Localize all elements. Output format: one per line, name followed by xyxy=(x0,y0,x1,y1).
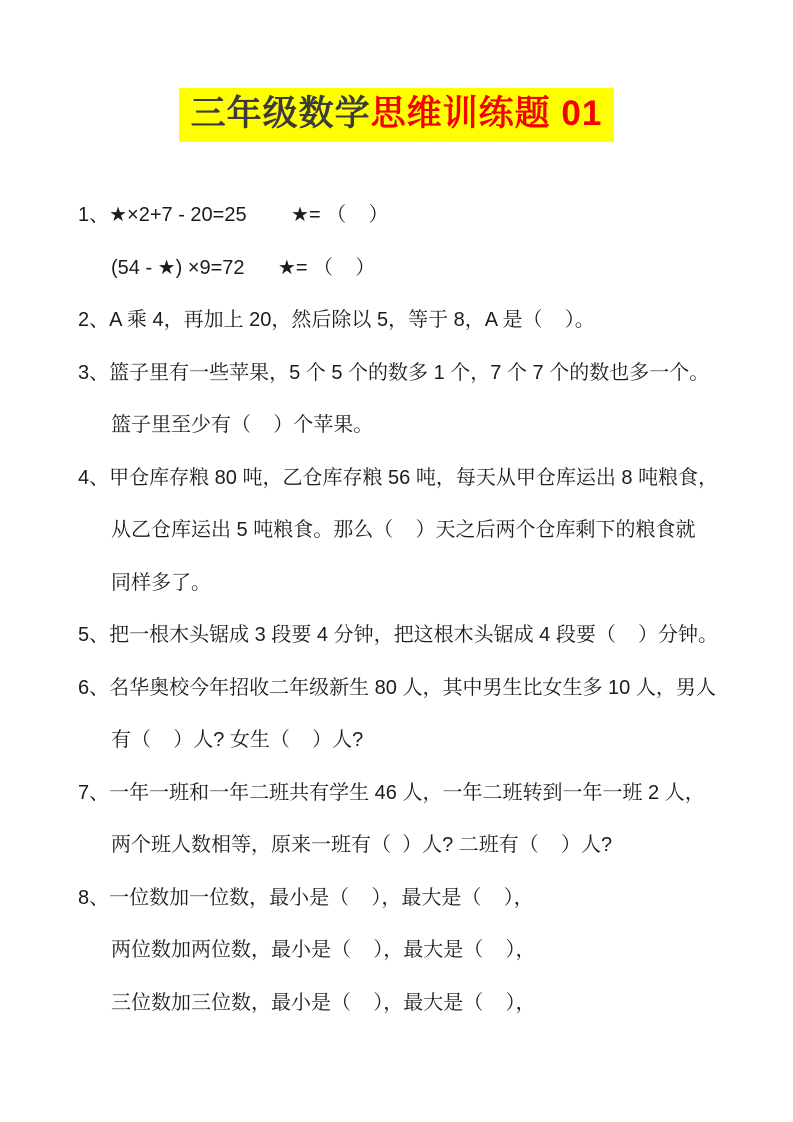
question-7-line-2: 两个班人数相等，原来一班有（ ）人? 二班有（ ）人? xyxy=(111,834,613,856)
question-3 xyxy=(78,347,737,452)
question-3-line-2: 篮子里至少有（ ）个苹果。 xyxy=(111,414,374,436)
question-1-line-1: 1、★×2+7 - 20=25 ★= （ ） xyxy=(78,204,389,226)
question-6 xyxy=(78,662,737,767)
question-6-line-2: 有（ ）人? 女生（ ）人? xyxy=(111,729,364,751)
questions-list xyxy=(0,189,793,1029)
question-8-line-1: 8、一位数加一位数，最小是（ ），最大是（ ）， xyxy=(78,886,534,909)
question-4-line-2: 从乙仓库运出 5 吨粮食。那么（ ）天之后两个仓库剩下的粮食就 xyxy=(111,519,696,541)
question-2 xyxy=(78,294,737,347)
question-5 xyxy=(78,609,737,662)
question-2-line-1: 2、A 乘 4，再加上 20，然后除以 5，等于 8，A 是（ ）。 xyxy=(78,309,595,331)
question-8-line-3: 三位数加三位数，最小是（ ），最大是（ ）， xyxy=(111,991,536,1014)
question-3-line-1: 3、篮子里有一些苹果，5 个 5 个的数多 1 个，7 个 7 个的数也多一个。 xyxy=(78,361,710,384)
question-1 xyxy=(78,189,737,294)
title-highlight xyxy=(179,88,615,142)
question-8 xyxy=(78,872,737,1030)
title-grade-part: 三年级数学 xyxy=(190,94,371,133)
question-6-line-1: 6、名华奥校今年招收二年级新生 80 人，其中男生比女生多 10 人，男人 xyxy=(78,676,716,699)
question-8-line-2: 两位数加两位数，最小是（ ），最大是（ ）， xyxy=(111,939,536,961)
question-5-line-1: 5、把一根木头锯成 3 段要 4 分钟，把这根木头锯成 4 段要（ ）分钟。 xyxy=(78,624,719,646)
question-4-line-3: 同样多了。 xyxy=(111,571,211,594)
question-4 xyxy=(78,452,737,610)
page-title xyxy=(0,88,793,142)
question-7-line-1: 7、一年一班和一年二班共有学生 46 人，一年二班转到一年一班 2 人， xyxy=(78,781,705,804)
question-4-line-1: 4、甲仓库存粮 80 吨，乙仓库存粮 56 吨，每天从甲仓库运出 8 吨粮食， xyxy=(78,466,719,489)
question-1-line-2: (54 - ★) ×9=72 ★= （ ） xyxy=(111,256,376,279)
question-7 xyxy=(78,767,737,872)
title-topic-part: 思维训练题 01 xyxy=(370,94,603,133)
